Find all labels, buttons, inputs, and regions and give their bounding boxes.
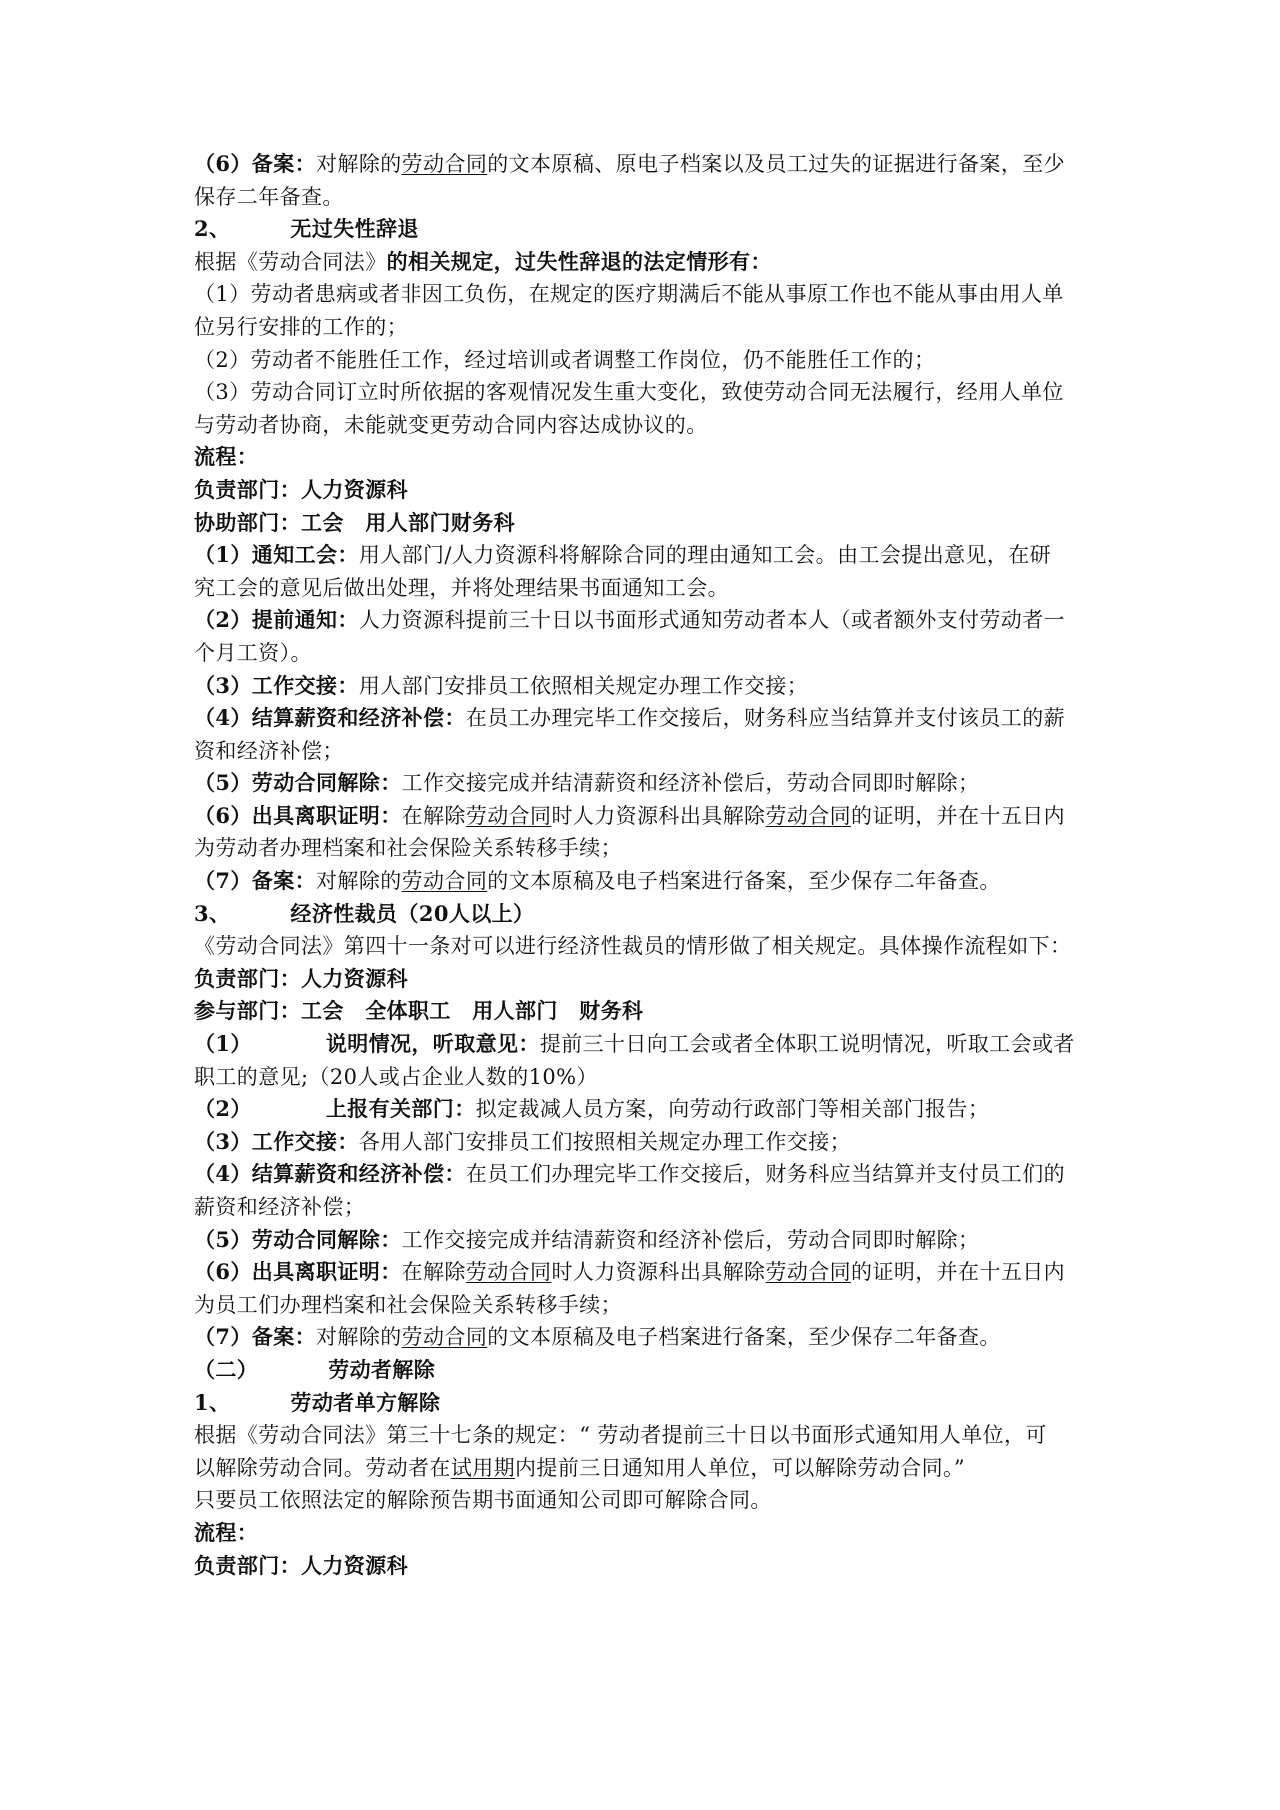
text-run: 的文本原稿、原电子档案以及员工过失的证据进行备案，至少 (487, 152, 1066, 176)
bold-text: 流程： (194, 1519, 259, 1545)
text-run: 在解除 (401, 1260, 466, 1285)
bold-text: 负责部门：人力资源科 (194, 1552, 408, 1578)
text-run: 在员工办理完毕工作交接后，财务科应当结算并支付该员工的薪 (465, 706, 1066, 731)
bold-text: 劳动者单方解除 (290, 1389, 441, 1415)
text-run: 时人力资源科出具解除 (551, 1260, 766, 1285)
bold-text: 说明情况，听取意见： (325, 1031, 540, 1057)
bold-text: 流程： (194, 444, 259, 470)
bold-text: 经济性裁员（20人以上） (290, 900, 535, 926)
text-line (194, 474, 1106, 507)
text-run: 的证明，并在十五日内 (851, 803, 1066, 828)
text-line (194, 344, 1106, 377)
text-run: 对解除的 (316, 1325, 402, 1350)
bold-text: （6）出具离职证明： (194, 802, 402, 828)
text-line (194, 702, 1106, 735)
text-line (194, 507, 1106, 540)
text-line (194, 963, 1106, 996)
text-line (194, 1158, 1106, 1191)
text-run: 对解除的 (316, 152, 402, 176)
underlined-term: 劳动合同 (401, 1325, 488, 1350)
bold-text: 负责部门：人力资源科 (194, 476, 408, 502)
text-line (194, 1191, 1106, 1224)
text-line (194, 1126, 1106, 1159)
text-run: 《劳动合同法》第四十一条对可以进行经济性裁员的情形做了相关规定。具体操作流程如下： (194, 934, 1072, 959)
text-line (194, 1387, 1106, 1420)
text-run: 在员工们办理完毕工作交接后，财务科应当结算并支付员工们的 (465, 1162, 1066, 1187)
text-run: 对解除的 (316, 869, 402, 894)
bold-text: 劳动者解除 (328, 1356, 436, 1382)
text-line (194, 1256, 1106, 1289)
text-line (194, 148, 1106, 181)
bold-text: （5）劳动合同解除： (194, 1226, 402, 1252)
text-run: 与劳动者协商，未能就变更劳动合同内容达成协议的。 (194, 412, 708, 437)
bold-text: （7）备案： (194, 1324, 317, 1350)
text-line (194, 1224, 1106, 1257)
bold-text: （4）结算薪资和经济补偿： (194, 1161, 466, 1187)
bold-text: 参与部门：工会 全体职工 用人部门 财务科 (194, 998, 644, 1024)
bold-text: 上报有关部门： (325, 1096, 476, 1122)
text-line (194, 1028, 1106, 1061)
bold-text: （3）工作交接： (194, 1128, 359, 1154)
text-run: 时人力资源科出具解除 (551, 803, 766, 828)
text-run: 在解除 (401, 803, 466, 828)
text-line (194, 409, 1106, 442)
bold-text: （6）出具离职证明： (194, 1259, 402, 1285)
text-run: 各用人部门安排员工们按照相关规定办理工作交接； (358, 1129, 852, 1154)
bold-text: （2） (194, 1096, 252, 1122)
bold-text: （5）劳动合同解除： (194, 770, 402, 796)
text-run: 究工会的意见后做出处理，并将处理结果书面通知工会。 (194, 575, 729, 600)
text-line (194, 1550, 1106, 1583)
text-line (194, 1419, 1106, 1452)
bold-text: （二） (194, 1356, 259, 1382)
text-run: 根据《劳动合同法》 (194, 249, 387, 274)
bold-text: （3）工作交接： (194, 672, 359, 698)
underlined-term: 劳动合同 (765, 803, 852, 828)
text-run: 工作交接完成并结清薪资和经济补偿后，劳动合同即时解除； (401, 1227, 980, 1252)
text-run: 个月工资）。 (194, 640, 312, 665)
text-run: 以解除劳动合同。劳动者在 (194, 1455, 451, 1480)
text-run: 的文本原稿及电子档案进行备案，至少保存二年备查。 (487, 1325, 1001, 1350)
text-run: 根据《劳动合同法》第三十七条的规定：“ 劳动者提前三十日以书面形式通知用人单位，可 (194, 1423, 1047, 1448)
bold-text: 协助部门：工会 用人部门财务科 (194, 509, 515, 535)
bold-text: 2、 (194, 216, 231, 242)
text-line (194, 1517, 1106, 1550)
bold-text: 1、 (194, 1389, 231, 1415)
bold-text: （1）通知工会： (194, 542, 359, 568)
text-run: 薪资和经济补偿； (194, 1195, 366, 1219)
text-run: 提前三十日向工会或者全体职工说明情况，听取工会或者 (539, 1032, 1075, 1057)
bold-text: （4）结算薪资和经济补偿： (194, 705, 466, 731)
text-line (194, 376, 1106, 409)
text-line (194, 441, 1106, 474)
text-run: 职工的意见;（20人或占企业人数的10%） (194, 1064, 598, 1089)
underlined-term: 劳动合同 (401, 869, 488, 894)
text-line (194, 539, 1106, 572)
text-line (194, 767, 1106, 800)
bold-text: （6）备案： (194, 151, 317, 176)
text-line (194, 865, 1106, 898)
text-run: 人力资源科提前三十日以书面形式通知劳动者本人（或者额外支付劳动者一 (358, 608, 1066, 633)
text-line (194, 604, 1106, 637)
text-line (194, 1354, 1106, 1387)
text-run: 为员工们办理档案和社会保险关系转移手续； (194, 1292, 622, 1317)
text-line (194, 1289, 1106, 1322)
underlined-term: 劳动合同 (465, 1260, 552, 1285)
text-line (194, 832, 1106, 865)
underlined-term: 劳动合同 (465, 803, 552, 828)
text-line (194, 213, 1106, 246)
underlined-term: 劳动合同 (765, 1260, 852, 1285)
text-line (194, 670, 1106, 703)
underlined-term: 试用期 (450, 1455, 516, 1480)
text-line (194, 246, 1106, 279)
text-line (194, 898, 1106, 931)
text-run: 用人部门/人力资源科将解除合同的理由通知工会。由工会提出意见，在研 (358, 543, 1052, 568)
text-run: （1）劳动者患病或者非因工负伤，在规定的医疗期满后不能从事原工作也不能从事由用人单 (194, 282, 1064, 307)
text-run: 内提前三日通知用人单位，可以解除劳动合同。” (515, 1455, 966, 1480)
bold-text: 的相关规定，过失性辞退的法定情形有： (386, 248, 772, 274)
text-line (194, 1061, 1106, 1094)
text-run: 工作交接完成并结清薪资和经济补偿后，劳动合同即时解除； (401, 771, 980, 796)
text-line (194, 1452, 1106, 1485)
text-line (194, 181, 1106, 214)
bold-text: （2）提前通知： (194, 607, 359, 633)
text-line (194, 572, 1106, 605)
text-line (194, 930, 1106, 963)
text-line (194, 1321, 1106, 1354)
text-line (194, 995, 1106, 1028)
bold-text: 3、 (194, 900, 231, 926)
document-body (194, 148, 1106, 1582)
text-line (194, 800, 1106, 833)
text-run: 用人部门安排员工依照相关规定办理工作交接； (358, 673, 809, 698)
text-line (194, 637, 1106, 670)
bold-text: 负责部门：人力资源科 (194, 965, 408, 991)
text-run: 拟定裁减人员方案，向劳动行政部门等相关部门报告； (475, 1097, 990, 1122)
text-run: 位另行安排的工作的； (194, 314, 408, 339)
text-run: （3）劳动合同订立时所依据的客观情况发生重大变化，致使劳动合同无法履行，经用人单位 (194, 380, 1064, 405)
bold-text: （7）备案： (194, 868, 317, 894)
underlined-term: 劳动合同 (401, 152, 488, 176)
text-line (194, 1484, 1106, 1517)
text-run: 的文本原稿及电子档案进行备案，至少保存二年备查。 (487, 869, 1001, 894)
text-line (194, 278, 1106, 311)
text-run: 保存二年备查。 (194, 184, 344, 209)
text-run: 为劳动者办理档案和社会保险关系转移手续； (194, 836, 622, 861)
bold-text: （1） (194, 1031, 252, 1057)
text-run: （2）劳动者不能胜任工作，经过培训或者调整工作岗位，仍不能胜任工作的； (194, 347, 936, 372)
text-run: 资和经济补偿； (194, 738, 344, 763)
bold-text: 无过失性辞退 (290, 216, 419, 242)
text-line (194, 735, 1106, 768)
text-run: 的证明，并在十五日内 (851, 1260, 1066, 1285)
text-run: 只要员工依照法定的解除预告期书面通知公司即可解除合同。 (194, 1488, 772, 1513)
text-line (194, 1093, 1106, 1126)
text-line (194, 311, 1106, 344)
